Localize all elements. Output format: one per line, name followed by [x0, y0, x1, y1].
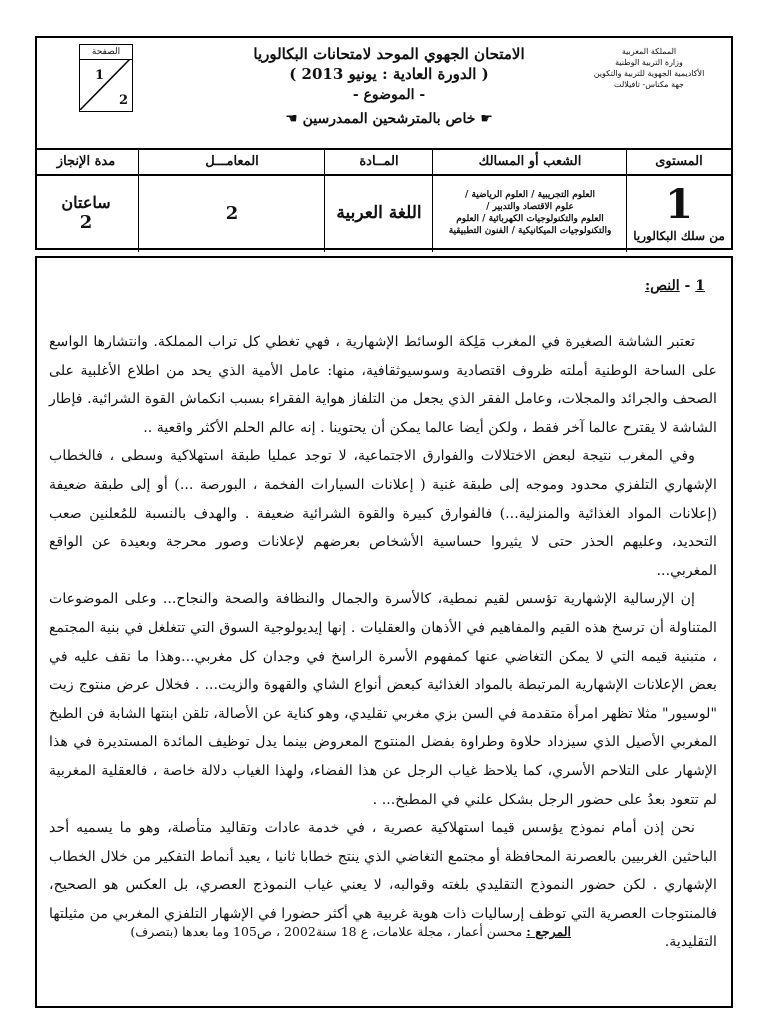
level-cell	[627, 174, 731, 252]
ministry-line: الأكاديمية الجهوية للتربية والتكوين	[593, 69, 705, 78]
level-number: 1	[665, 181, 693, 228]
passage	[49, 328, 717, 957]
candidates-note: خاص بالمترشحين الممدرسين	[302, 111, 476, 127]
ministry-line: المملكة المغربية	[621, 47, 677, 56]
paragraph: نحن إذن أمام نموذج يؤسس قيما استهلاكية عصرية ، في خدمة عادات وتقاليد متأصلة، وهو ما يسميه أحد الباحثين الغربيين بالعصرنة المحافظة أو مجتمع التغاضي الذي ينتج خطابا ثانيا ، يعيد أنماط التفكير من خلال الخطاب الإشهاري . لكن حضور النموذج التقليدي بلغته وقوالبه، لا يعني غياب النموذج العصري، بل العكس هو الصحيح، فالمنتوجات العصرية التي توظف إرساليات ذات هوية غربية هي أكثر حضورا في الإشهار التلفزي المغربي من مثيلتها التقليدية.	[49, 820, 717, 951]
paragraph: وفي المغرب نتيجة لبعض الاختلالات والفوارق الاجتماعية، لا توجد عمليا طبقة استهلاكية وسطى ، فالخطاب الإشهاري التلفزي محدود وموجه إلى طبقة غنية ( إعلانات السيارات الفخمة ، البورصة ...) أو إلى طبقة ضعيفة (إعلانات المواد الغذائية والمنزلية...) فالفوارق كبيرة والقوة الشرائية ضعيفة . والهدف بالنسبة للمُعلنين صعب التحديد، وعليهم الحذر حتى لا يثيروا حساسية الأشخاص بعرضهم لإعلانات وصور محرجة وبعيدة عن الواقع المغربي...	[49, 448, 717, 579]
header-streams: الشعب أو المسالك	[478, 154, 582, 169]
exam-session: ( الدورة العادية : يونيو 2013 )	[289, 65, 489, 83]
paragraph: تعتبر الشاشة الصغيرة في المغرب مَلِكة الوسائط الإشهارية ، فهي تغطي كل تراب المملكة. وانتشارها الواسع على الساحة الوطنية أملته ظروف اقتصادية وسوسيوثقافية، منها: عامل الأمية الذي يحد من اطلاع الأغلبية على الصحف والجرائد والمجلات، وعامل الفقر الذي يجعل من التلفاز هواية الفقراء بسبب انكماش القوة الشرائية. فإطار الشاشة لا يقترح عالما آخر فقط ، ولكن أيضا عالما يمكن أن يحتوينا . إنه عالم الحلم الأكثر واقعية ..	[49, 334, 717, 436]
page-number-box	[79, 44, 133, 112]
reference	[130, 924, 571, 939]
stream-line: العلوم التجريبية / العلوم الرياضية /	[465, 190, 595, 200]
ministry-line: جهة مكناس- تافيلالت	[614, 80, 684, 89]
streams-cell	[433, 174, 627, 252]
page-total: 2	[118, 93, 128, 108]
paragraph: إن الإرسالية الإشهارية تؤسس لقيم نمطية، كالأسرة والجمال والنظافة والصحة والنجاح... وعلى الموضوعات المتناولة أن ترسخ هذه القيم والمفاهيم في الأذهان والعقليات . إنها إيديولوجية السوق التي تتغلغل في بنية المجتمع ، متبنية قيمه التي لا يمكن التغاضي عنها كمفهوم الأسرة الراسخ في وجدان كل مغربي...وهذا ما نقف عليه في بعض الإعلانات الإشهارية المرتبطة بالمواد الغذائية كبعض أنواع الشاي والقهوة والزيت... . فخلال عرض منتوج زيت "لوسيور" مثلا تظهر امرأة متقدمة في السن بزي مغربي تقليدي، وهو كناية عن الأصالة، تلقن ابنتها الشابة فن الطبخ المغربي الأصيل الذي سيزداد حلاوة وطراوة بفضل المنتوج المعروض بينما يدل توظيف المائدة المستديرة في هذا الإشهار على التلاحم الأسري، كما يلاحظ غياب الرجل عن هذا الفضاء، ولهذا الغياب دلالة خاصة ، فالعقلية المغربية لم تتعود بعدُ على حضور الرجل بشكل علني في المطبخ... .	[49, 591, 717, 808]
level-text: من سلك البكالوريا	[633, 229, 725, 243]
page-label: الصفحة	[80, 45, 132, 60]
header-level: المستوى	[655, 154, 703, 169]
reference-label: المرجع :	[526, 924, 571, 939]
section-heading: 1 - النص:	[644, 278, 705, 294]
exam-title: الامتحان الجهوي الموحد لامتحانات البكالوريا	[253, 45, 525, 63]
pointing-hand-icon: ☛	[480, 111, 493, 127]
subject-label: - الموضوع -	[352, 87, 426, 103]
stream-line: العلوم والتكنولوجيات الكهربائية / العلوم	[456, 214, 604, 224]
ministry-block	[579, 46, 719, 90]
stream-line: علوم الاقتصاد والتدبير /	[486, 202, 574, 212]
page-current: 1	[94, 68, 104, 83]
reference-text: محسن أعمار ، مجلة علامات، ع 18 سنة2002 ، ص105 وما بعدها (بتصرف)	[130, 924, 523, 939]
candidates-note-line	[227, 106, 551, 132]
exam-header	[35, 36, 733, 250]
section-number: 1	[695, 278, 705, 294]
coefficient-cell: 2	[225, 202, 239, 224]
subject-cell: اللغة العربية	[336, 203, 422, 223]
duration-number: 2	[79, 212, 93, 233]
duration-cell	[33, 174, 139, 252]
ministry-line: وزارة التربية الوطنية	[615, 58, 683, 67]
exam-info-table	[37, 148, 731, 252]
header-duration: مدة الإنجاز	[56, 154, 116, 169]
pointing-hand-icon: ☚	[285, 111, 298, 127]
section-title: النص:	[644, 278, 680, 294]
text-box	[35, 256, 733, 1008]
duration-text: ساعتان	[61, 193, 111, 212]
header-coefficient: المعامـــل	[205, 154, 259, 169]
exam-titles	[227, 44, 551, 132]
header-subject: المــادة	[359, 154, 399, 169]
stream-line: والتكنولوجيات الميكانيكية / الفنون التطبيقية	[448, 226, 612, 236]
